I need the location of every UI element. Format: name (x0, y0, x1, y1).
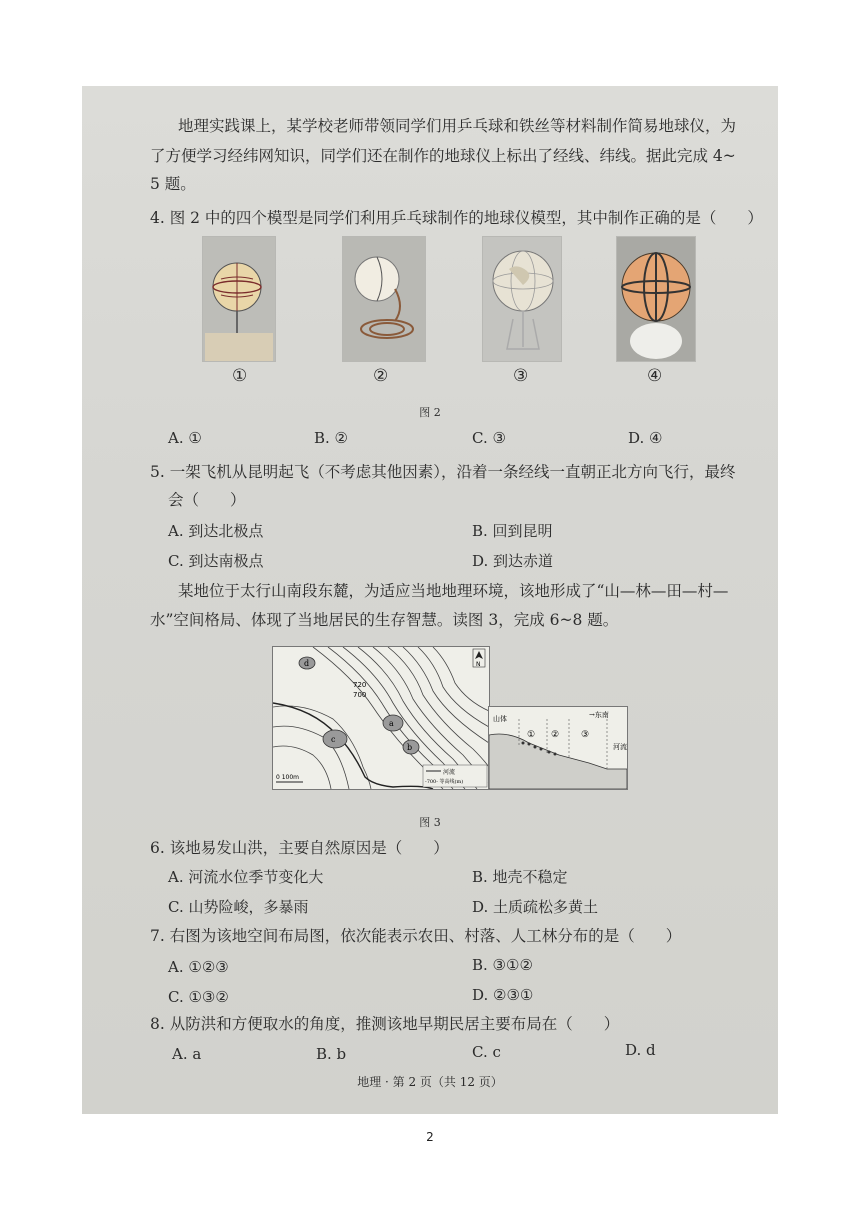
profile-zone-1: ① (527, 730, 536, 740)
q7-option-d: D. ②③① (472, 986, 534, 1004)
q6-option-d: D. 土质疏松多黄土 (472, 898, 599, 916)
globe-model-3-image (482, 236, 562, 362)
profile-zone-3: ③ (581, 730, 590, 740)
map-scale: 0 100m (276, 774, 300, 781)
globe-model-2-image (342, 236, 426, 362)
q5-option-c: C. 到达南极点 (168, 552, 264, 570)
figure3-caption: 图 3 (419, 816, 441, 829)
map-label-b: b (407, 743, 413, 752)
q4-option-a: A. ① (168, 429, 202, 447)
contour-label-700: 700 (353, 691, 367, 699)
profile-label-river: 河流 (613, 743, 627, 751)
figure3-profile-diagram (488, 706, 628, 790)
q7-option-b: B. ③①② (472, 956, 533, 974)
globe-label-4: ④ (647, 366, 663, 386)
map-label-a: a (389, 719, 394, 728)
q7-stem: 7. 右图为该地空间布局图，依次能表示农田、村落、人工林分布的是（ ） (150, 927, 682, 945)
q6-option-b: B. 地壳不稳定 (472, 868, 568, 886)
q8-option-d: D. d (625, 1041, 656, 1059)
contour-label-720: 720 (353, 681, 367, 689)
q4-option-b: B. ② (314, 429, 349, 447)
north-arrow-icon: N (476, 661, 481, 668)
q6-stem: 6. 该地易发山洪，主要自然原因是（ ） (150, 839, 449, 857)
q8-option-b: B. b (316, 1045, 347, 1063)
q8-stem: 8. 从防洪和方便取水的角度，推测该地早期民居主要布局在（ ） (150, 1015, 620, 1033)
q4-option-d: D. ④ (628, 429, 663, 447)
figure2-caption: 图 2 (419, 406, 441, 419)
profile-label-southeast: →东南 (589, 711, 609, 719)
intro1-line1: 地理实践课上，某学校老师带领同学们用乒乓球和铁丝等材料制作简易地球仪，为 (178, 117, 737, 135)
globe-label-2: ② (373, 366, 389, 386)
page-number: 2 (426, 1130, 434, 1144)
q7-option-c: C. ①③② (168, 988, 229, 1006)
q4-option-c: C. ③ (472, 429, 506, 447)
intro2-line2: 水”空间格局、体现了当地居民的生存智慧。读图 3，完成 6~8 题。 (150, 611, 619, 629)
intro1-line3: 5 题。 (150, 175, 196, 193)
globe-label-1: ① (232, 366, 248, 386)
q5-option-b: B. 回到昆明 (472, 522, 553, 540)
q5-stem-line1: 5. 一架飞机从昆明起飞（不考虑其他因素），沿着一条经线一直朝正北方向飞行，最终 (150, 463, 736, 481)
legend-contour: -700- 等高线(m) (425, 779, 464, 785)
q6-option-c: C. 山势险峻，多暴雨 (168, 898, 309, 916)
q8-option-a: A. a (172, 1045, 202, 1063)
q5-option-a: A. 到达北极点 (168, 522, 264, 540)
intro2-line1: 某地位于太行山南段东麓，为适应当地地理环境，该地形成了“山—林—田—村— (178, 582, 729, 600)
q8-option-c: C. c (472, 1043, 501, 1061)
intro1-line2: 了方便学习经纬网知识，同学们还在制作的地球仪上标出了经线、纬线。据此完成 4~ (150, 147, 736, 165)
globe-label-3: ③ (513, 366, 529, 386)
globe-model-1-image (202, 236, 276, 362)
q4-stem: 4. 图 2 中的四个模型是同学们利用乒乓球制作的地球仪模型，其中制作正确的是（ ） (150, 209, 763, 227)
profile-label-mountain: 山体 (493, 715, 507, 723)
profile-zone-2: ② (551, 730, 560, 740)
map-label-c: c (331, 735, 336, 744)
legend-river: 河流 (443, 769, 456, 776)
page-footer: 地理 · 第 2 页（共 12 页） (357, 1075, 503, 1089)
figure3-contour-map (272, 646, 490, 790)
q5-option-d: D. 到达赤道 (472, 552, 554, 570)
q6-option-a: A. 河流水位季节变化大 (168, 868, 324, 886)
q7-option-a: A. ①②③ (168, 958, 229, 976)
q5-stem-line2: 会（ ） (168, 491, 246, 509)
map-label-d: d (304, 659, 310, 668)
globe-model-4-image (616, 236, 696, 362)
